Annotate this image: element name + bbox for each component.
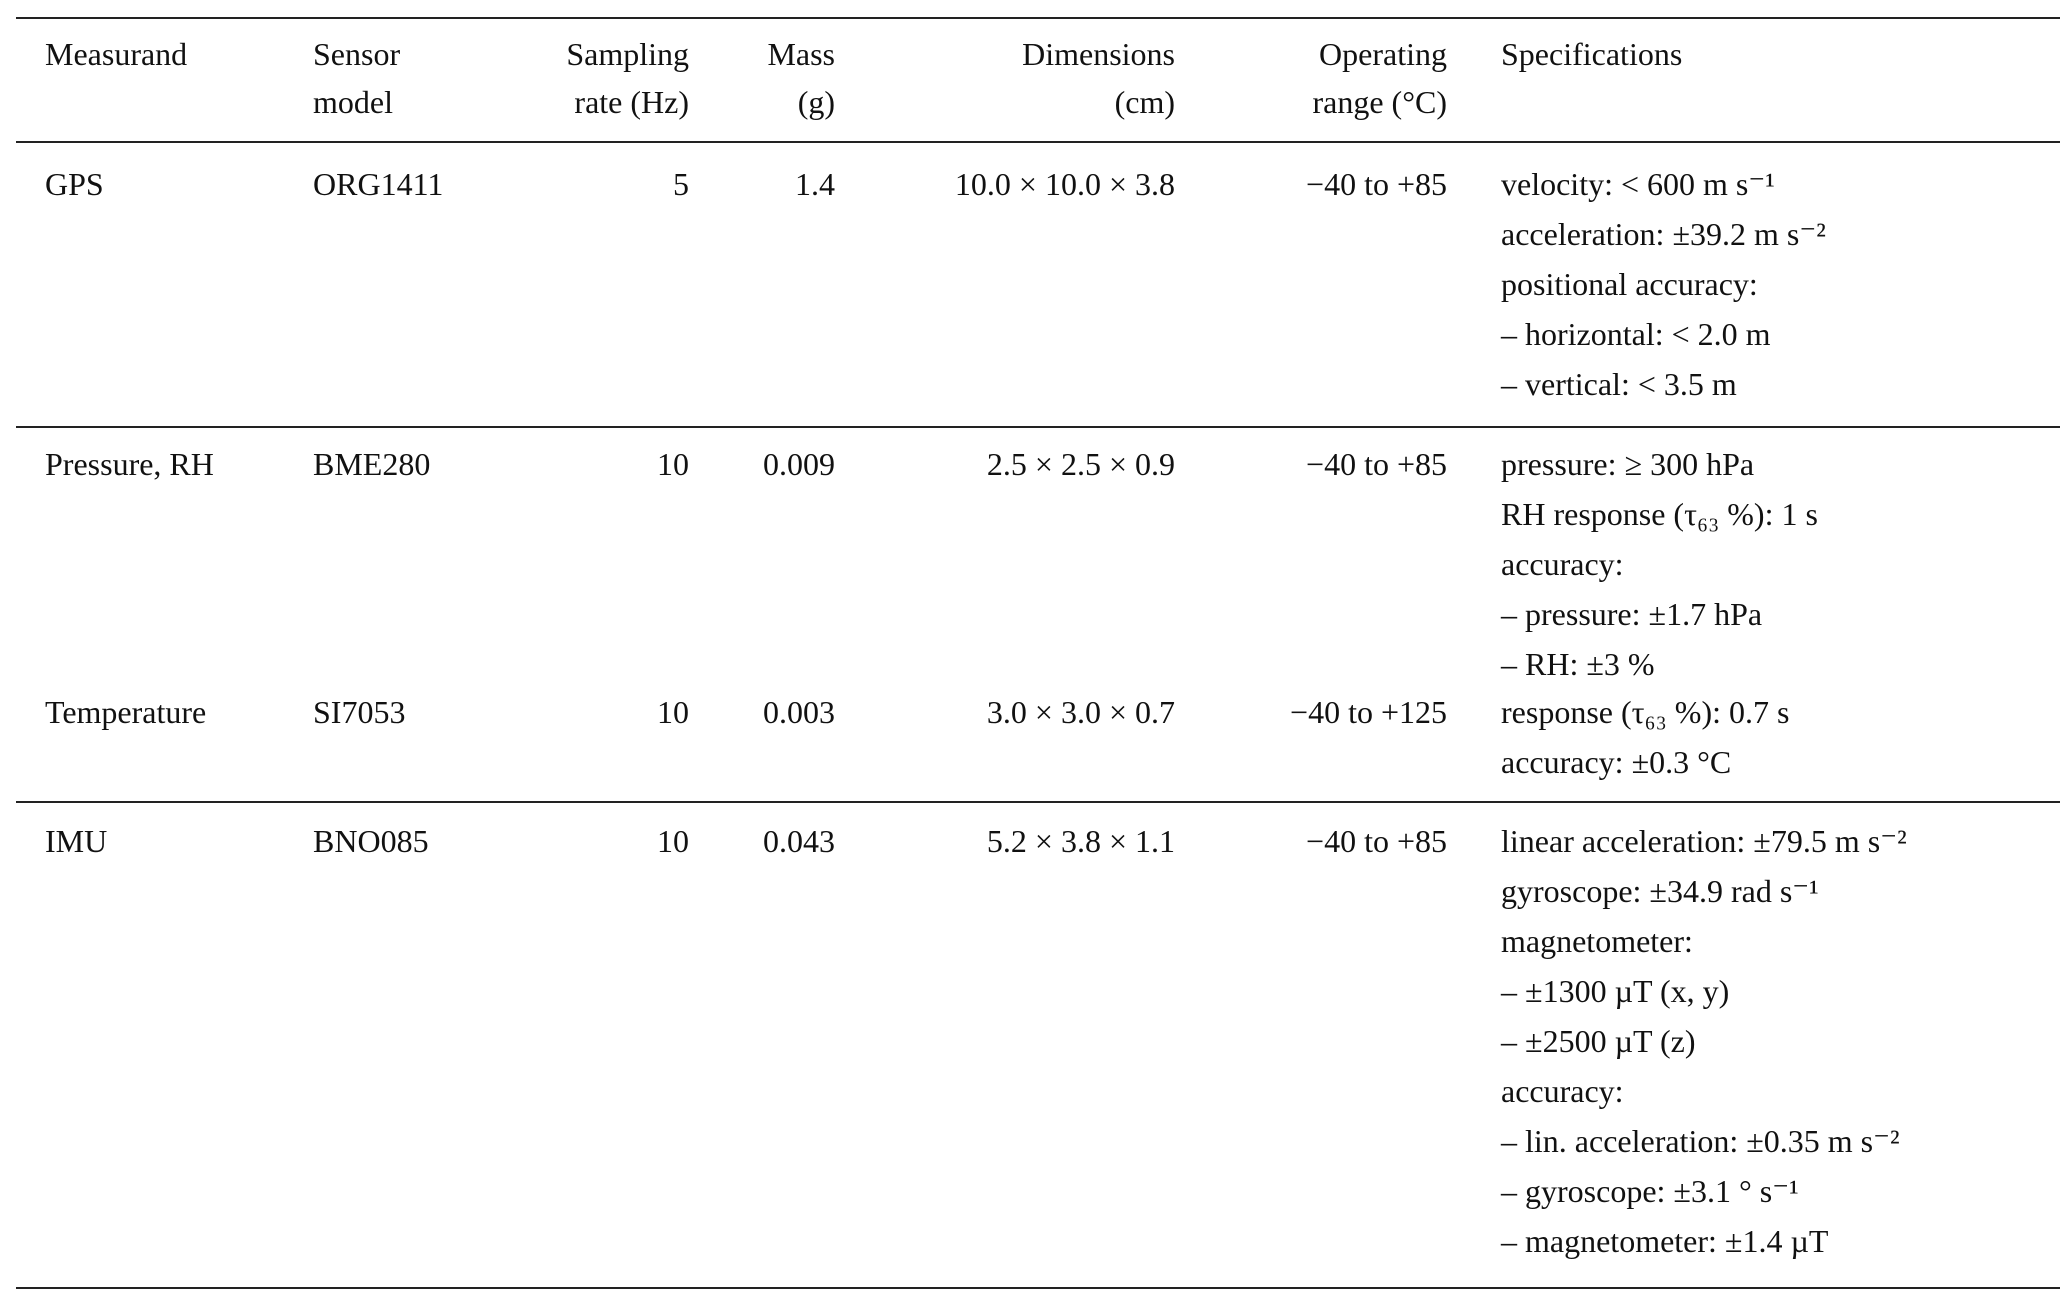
spec-line: accuracy: bbox=[1501, 546, 1624, 582]
dimensions-cell: 3.0 × 3.0 × 0.7 bbox=[986, 694, 1175, 730]
header-specifications bbox=[1501, 30, 1682, 78]
header-measurand bbox=[45, 30, 187, 78]
mass-cell: 0.009 bbox=[763, 446, 835, 482]
header-line: model bbox=[313, 84, 393, 120]
bottom-rule bbox=[16, 1287, 2060, 1289]
specifications-cell bbox=[1501, 816, 1907, 1266]
header-line: Measurand bbox=[45, 36, 188, 72]
sensor-model-cell: ORG1411 bbox=[313, 166, 444, 202]
header-line: (g) bbox=[797, 84, 835, 120]
spec-line: response (τ₆₃ %): 0.7 s bbox=[1501, 694, 1790, 730]
spec-line: – horizontal: < 2.0 m bbox=[1501, 316, 1771, 352]
header-rule bbox=[16, 141, 2060, 143]
spec-line: – magnetometer: ±1.4 µT bbox=[1501, 1223, 1829, 1259]
header-sensor-model bbox=[313, 30, 400, 126]
spec-line: positional accuracy: bbox=[1501, 266, 1758, 302]
header-line: Specifications bbox=[1501, 36, 1683, 72]
specifications-cell bbox=[1501, 439, 1818, 689]
sampling-rate-cell: 10 bbox=[657, 694, 689, 730]
sampling-rate-cell: 10 bbox=[657, 446, 689, 482]
spec-line: velocity: < 600 m s⁻¹ bbox=[1501, 166, 1775, 202]
header-line: rate (Hz) bbox=[574, 84, 689, 120]
sampling-rate-cell: 10 bbox=[657, 823, 689, 859]
dimensions-cell: 5.2 × 3.8 × 1.1 bbox=[986, 823, 1175, 859]
spec-line: linear acceleration: ±79.5 m s⁻² bbox=[1501, 823, 1907, 859]
dimensions-cell: 10.0 × 10.0 × 3.8 bbox=[954, 166, 1175, 202]
header-line: Mass bbox=[767, 36, 835, 72]
spec-line: acceleration: ±39.2 m s⁻² bbox=[1501, 216, 1826, 252]
spec-line: – gyroscope: ±3.1 ° s⁻¹ bbox=[1501, 1173, 1799, 1209]
header-dimensions bbox=[1022, 30, 1175, 126]
spec-line: accuracy: ±0.3 °C bbox=[1501, 744, 1732, 780]
spec-line: – ±1300 µT (x, y) bbox=[1501, 973, 1730, 1009]
operating-range-cell: −40 to +85 bbox=[1306, 166, 1447, 202]
group-rule bbox=[16, 426, 2060, 428]
header-line: Sensor bbox=[313, 36, 401, 72]
header-line: (cm) bbox=[1114, 84, 1175, 120]
operating-range-cell: −40 to +85 bbox=[1306, 823, 1447, 859]
dimensions-cell: 2.5 × 2.5 × 0.9 bbox=[986, 446, 1175, 482]
operating-range-cell: −40 to +85 bbox=[1306, 446, 1447, 482]
header-line: range (°C) bbox=[1312, 84, 1447, 120]
spec-line: – RH: ±3 % bbox=[1501, 646, 1655, 682]
spec-line: – lin. acceleration: ±0.35 m s⁻² bbox=[1501, 1123, 1900, 1159]
header-operating-range bbox=[1312, 30, 1447, 126]
spec-line: – ±2500 µT (z) bbox=[1501, 1023, 1696, 1059]
top-rule bbox=[16, 17, 2060, 19]
mass-cell: 0.003 bbox=[763, 694, 835, 730]
spec-line: RH response (τ₆₃ %): 1 s bbox=[1501, 496, 1818, 532]
specifications-cell bbox=[1501, 687, 1789, 787]
sensor-model-cell: BNO085 bbox=[313, 823, 429, 859]
mass-cell: 0.043 bbox=[763, 823, 835, 859]
spec-line: accuracy: bbox=[1501, 1073, 1624, 1109]
mass-cell: 1.4 bbox=[795, 166, 835, 202]
spec-line: magnetometer: bbox=[1501, 923, 1693, 959]
sensor-model-cell: BME280 bbox=[313, 446, 431, 482]
spec-line: – pressure: ±1.7 hPa bbox=[1501, 596, 1763, 632]
header-line: Sampling bbox=[566, 36, 689, 72]
measurand-cell: IMU bbox=[45, 823, 108, 859]
header-mass bbox=[767, 30, 835, 126]
operating-range-cell: −40 to +125 bbox=[1290, 694, 1447, 730]
spec-line: gyroscope: ±34.9 rad s⁻¹ bbox=[1501, 873, 1819, 909]
specifications-cell bbox=[1501, 159, 1826, 409]
measurand-cell: GPS bbox=[45, 166, 104, 202]
sampling-rate-cell: 5 bbox=[673, 166, 689, 202]
spec-line: pressure: ≥ 300 hPa bbox=[1501, 446, 1755, 482]
measurand-cell: Pressure, RH bbox=[45, 446, 214, 482]
header-sampling-rate bbox=[566, 30, 689, 126]
header-line: Dimensions bbox=[1022, 36, 1175, 72]
spec-line: – vertical: < 3.5 m bbox=[1501, 366, 1737, 402]
measurand-cell: Temperature bbox=[45, 694, 207, 730]
group-rule bbox=[16, 801, 2060, 803]
sensor-model-cell: SI7053 bbox=[313, 694, 406, 730]
header-line: Operating bbox=[1319, 36, 1447, 72]
